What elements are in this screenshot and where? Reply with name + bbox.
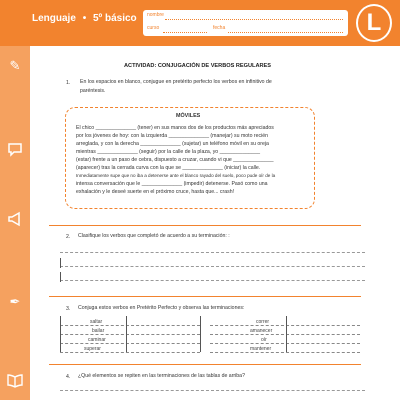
story-line: Inmediatamente supe que no iba a detenerse ante el blanco rayado del suelo, poco pude oír de la xyxy=(76,173,276,178)
grid-line xyxy=(210,325,360,326)
student-info-box xyxy=(143,10,348,36)
verb-right: correr xyxy=(256,319,270,325)
story-line: mientras ______________ (seguir) por la calle de la plaza, yo ______________ xyxy=(76,149,261,155)
q1-number: 1. xyxy=(66,80,71,86)
grid-line xyxy=(60,352,200,353)
q4-number: 4. xyxy=(66,374,71,380)
q2-number: 2. xyxy=(66,234,71,240)
verb-left: saltar xyxy=(90,319,103,325)
grid-line xyxy=(210,334,360,335)
section-divider xyxy=(49,364,361,365)
header-bar xyxy=(0,0,400,46)
grid-border xyxy=(60,316,61,352)
section-divider xyxy=(49,225,361,226)
grid-line xyxy=(60,334,200,335)
verb-right: mantener xyxy=(250,346,272,352)
activity-title: ACTIVIDAD: CONJUGACIÓN DE VERBOS REGULARES xyxy=(124,63,272,69)
left-decoration-strip xyxy=(0,46,30,400)
course-field[interactable] xyxy=(163,32,207,33)
grid-line xyxy=(60,343,200,344)
date-label: fecha xyxy=(213,25,226,31)
grid-line xyxy=(210,343,360,344)
grid-line xyxy=(60,325,200,326)
story-line: por los jóvenes de hoy: con la izquierda ______________ (manejar) su moto recién xyxy=(76,133,269,139)
verb-left: caminar xyxy=(88,337,106,343)
separator-dot: • xyxy=(82,13,87,24)
answer-line[interactable] xyxy=(60,266,365,267)
story-line: (aparecer) tras la cerrada curva con la que se ______________ (iniciar) la calle. xyxy=(76,165,261,171)
verb-right: amanecer xyxy=(250,328,273,334)
subject-logo: L xyxy=(356,4,392,42)
speech-bubble-icon xyxy=(7,141,23,157)
answer-line[interactable] xyxy=(60,390,365,391)
date-field[interactable] xyxy=(228,32,343,33)
course-label: curso xyxy=(147,25,160,31)
verb-right: oír xyxy=(261,337,267,343)
feather-icon: ✒ xyxy=(9,294,21,309)
conjugation-grid xyxy=(60,312,360,356)
name-field[interactable] xyxy=(165,19,343,20)
line-marker xyxy=(60,258,61,268)
line-marker xyxy=(60,272,61,282)
grid-divider xyxy=(126,316,127,352)
pencil-icon: ✎ xyxy=(9,58,21,73)
story-line: (estar) frente a un paso de cebra, dispuesto a cruzar, cuando vi que ______________ xyxy=(76,157,274,163)
grade-label: 5º básico xyxy=(92,13,137,24)
grid-divider xyxy=(200,316,201,352)
q4-instruction: ¿Qué elementos se repiten en las terminaciones de las tablas de arriba? xyxy=(78,373,245,379)
section-divider xyxy=(49,296,361,297)
verb-left: superar xyxy=(84,346,101,352)
story-line: arreglada, y con la derecha ______________ (sujetar) un teléfono móvil en su oreja xyxy=(76,141,269,147)
verb-left: bailar xyxy=(92,328,105,334)
subject-label: Lenguaje xyxy=(32,13,76,24)
story-line: exhalación y le deseé suerte en el próximo cruce, hasta que... crash! xyxy=(76,189,235,195)
megaphone-icon xyxy=(7,211,23,227)
grid-line xyxy=(210,352,360,353)
q1-instruction-line1: En los espacios en blanco, conjugue en pretérito perfecto los verbos en infinitivo de xyxy=(80,79,272,85)
q1-instruction-line2: paréntesis. xyxy=(80,88,106,94)
answer-line[interactable] xyxy=(60,252,365,253)
name-label: nombre xyxy=(147,12,164,18)
q3-instruction: Conjuga estos verbos en Pretérito Perfecto y observa las terminaciones: xyxy=(78,305,245,311)
subject-grade xyxy=(32,13,137,24)
story-line: intensa conversación que le ______________ (impedir) detenerse. Pasó como una xyxy=(76,181,268,187)
grid-divider xyxy=(286,316,287,352)
answer-line[interactable] xyxy=(60,280,365,281)
book-icon xyxy=(7,372,23,388)
story-line: El chico ______________ (tener) en sus manos dos de los productos más apreciados xyxy=(76,125,274,131)
q2-instruction: Clasifique los verbos que completó de acuerdo a su terminación: : xyxy=(78,233,230,239)
q3-number: 3. xyxy=(66,306,71,312)
story-title: MÓVILES xyxy=(176,113,201,119)
